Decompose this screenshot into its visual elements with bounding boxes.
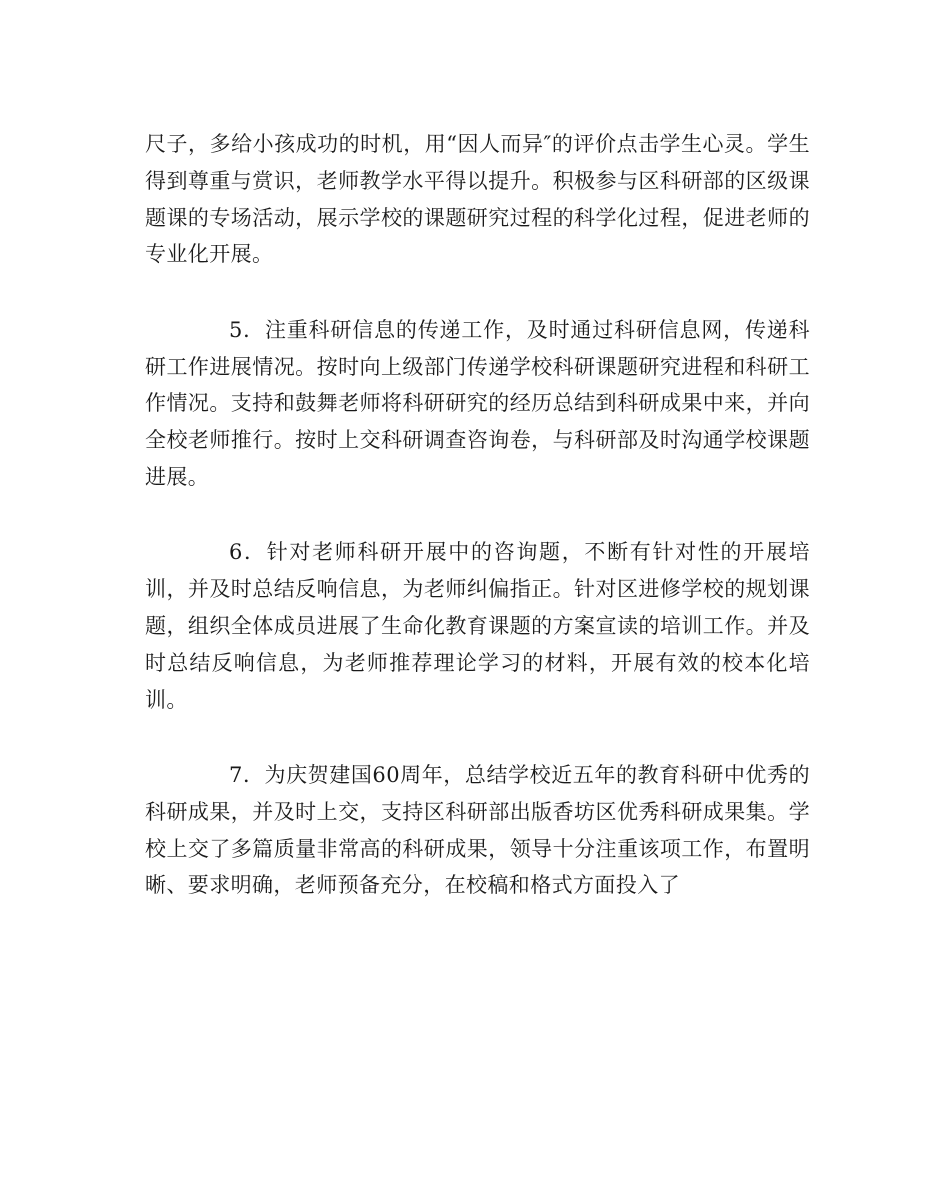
paragraph-item-7: 7．为庆贺建国60周年，总结学校近五年的教育科研中优秀的科研成果，并及时上交，支持区科研部出版香坊区优秀科研成果集。学校上交了多篇质量非常高的科研成果，领导十分注重该项工作，布置明晰、要求明确，老师预备充分，在校稿和格式方面投入了 [145, 762, 810, 898]
paragraph-item-5: 5．注重科研信息的传递工作，及时通过科研信息网，传递科研工作进展情况。按时向上级部门传递学校科研课题研究进程和科研工作情况。支持和鼓舞老师将科研研究的经历总结到科研成果中来，并向全校老师推行。按时上交科研调查咨询卷，与科研部及时沟通学校课题进展。 [145, 317, 810, 489]
document-body [145, 126, 810, 943]
paragraph-item-6: 6．针对老师科研开展中的咨询题，不断有针对性的开展培训，并及时总结反响信息，为老师纠偏指正。针对区进修学校的规划课题，组织全体成员进展了生命化教育课题的方案宣读的培训工作。并及时总结反响信息，为老师推荐理论学习的材料，开展有效的校本化培训。 [145, 540, 810, 712]
paragraph-continuation: 尺子，多给小孩成功的时机，用“因人而异″的评价点击学生心灵。学生得到尊重与赏识，老师教学水平得以提升。积极参与区科研部的区级课题课的专场活动，展示学校的课题研究过程的科学化过程，促进老师的专业化开展。 [145, 132, 810, 267]
